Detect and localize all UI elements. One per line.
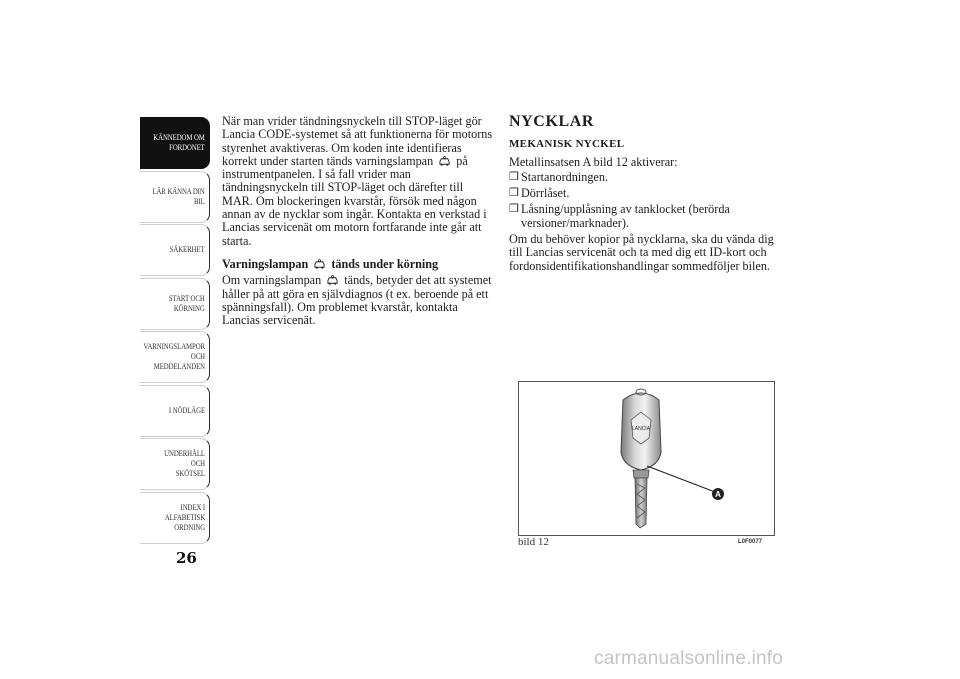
subheading-text: tänds under körning [331, 256, 439, 271]
list-item-text: Låsning/upplåsning av tanklocket (berörda versioner/marknader). [521, 202, 730, 230]
list-item-text: Dörrlåset. [521, 186, 570, 201]
activation-list [509, 171, 784, 230]
paragraph-text: Om varningslampan [222, 273, 322, 288]
page-number: 26 [176, 549, 197, 567]
car-key-warning-icon [313, 259, 326, 270]
tab-lar-kanna-din-bil[interactable] [140, 171, 210, 223]
mechanical-key-illustration [519, 382, 774, 535]
watermark[interactable]: carmanualsonline.info [594, 648, 784, 669]
checkbox-bullet-icon: ❒ [509, 187, 519, 200]
intro-text: Metallinsatsen A bild 12 aktiverar: [509, 154, 678, 169]
figure-caption: bild 12 [518, 536, 549, 548]
tab-underhall-och-skotsel[interactable] [140, 438, 210, 490]
copies-paragraph: Om du behöver kopior på nycklarna, ska du vända dig till Lancias servicenät och ta med dig ett ID-kort och fordonsidentifikationshandlingar sommedföljer bilen. [509, 232, 774, 273]
list-item [509, 203, 784, 230]
lancia-logo: LANCIA [631, 426, 651, 432]
figure-code: L0F0077 [738, 539, 763, 545]
tab-label: INDEX I ALFABETISK ORDNING [164, 502, 205, 532]
checkbox-bullet-icon: ❒ [509, 203, 519, 216]
car-key-warning-icon [438, 156, 451, 167]
list-item [509, 171, 784, 184]
chapter-tabs [140, 117, 210, 545]
tab-label: KÄNNEDOM OM FORDONET [153, 133, 205, 152]
tab-index[interactable] [140, 492, 210, 544]
tab-varningslampor-och-meddelanden[interactable] [140, 331, 210, 383]
car-key-warning-icon [326, 275, 339, 286]
tab-label: I NÖDLÄGE [168, 405, 205, 415]
tab-kannedom-om-fordonet[interactable] [140, 117, 210, 169]
left-column [222, 115, 495, 327]
right-column [509, 115, 784, 273]
paragraph-text: på instrumentpanelen. I så fall vrider man tändningsnyckeln till STOP-läget och därefter till MAR. Om blockeringen kvarstår, försök med någon annan av de nycklar som ingår. Kontakta en verkstad i Lancias servicenät om motorn fortfarande inte går att starta. [222, 153, 487, 248]
subheading-text: Varningslampan [222, 256, 309, 271]
tab-sakerhet[interactable] [140, 224, 210, 276]
tab-i-nodlage[interactable] [140, 385, 210, 437]
paragraph-text: tänds, betyder det att systemet håller på att göra en självdiagnos (t ex. beroende på ett spänningsfall). Om problemet kvarstår, kontakta Lancias servicenät. [222, 273, 492, 328]
paragraph-text: När man vrider tändningsnyckeln till STOP-läget gör Lancia CODE-systemet så att funktionerna för motorns styrenhet avaktiveras. Om koden inte identifieras korrekt under starten tänds varningslampan [222, 114, 493, 168]
list-item [509, 187, 784, 200]
tab-label: START OCH KÖRNING [169, 293, 205, 313]
tab-label: SÄKERHET [170, 245, 205, 254]
tab-start-och-korning[interactable] [140, 278, 210, 330]
tab-label: LÄR KÄNNA DIN BIL [152, 186, 205, 206]
tab-label: VARNINGSLAMPOR OCH MEDDELANDEN [143, 342, 205, 371]
tab-label: UNDERHÅLL OCH SKÖTSEL [164, 449, 205, 478]
key-figure [518, 381, 775, 536]
subheading-warning-lamp [222, 258, 495, 271]
checkbox-bullet-icon: ❒ [509, 170, 519, 183]
callout-label: A [715, 490, 721, 499]
paragraph-self-diagnosis [222, 274, 495, 327]
section-title: NYCKLAR [509, 113, 595, 130]
section-subtitle: MEKANISK NYCKEL [509, 138, 625, 151]
paragraph-lancia-code [222, 115, 495, 248]
list-item-text: Startanordningen. [521, 169, 608, 184]
